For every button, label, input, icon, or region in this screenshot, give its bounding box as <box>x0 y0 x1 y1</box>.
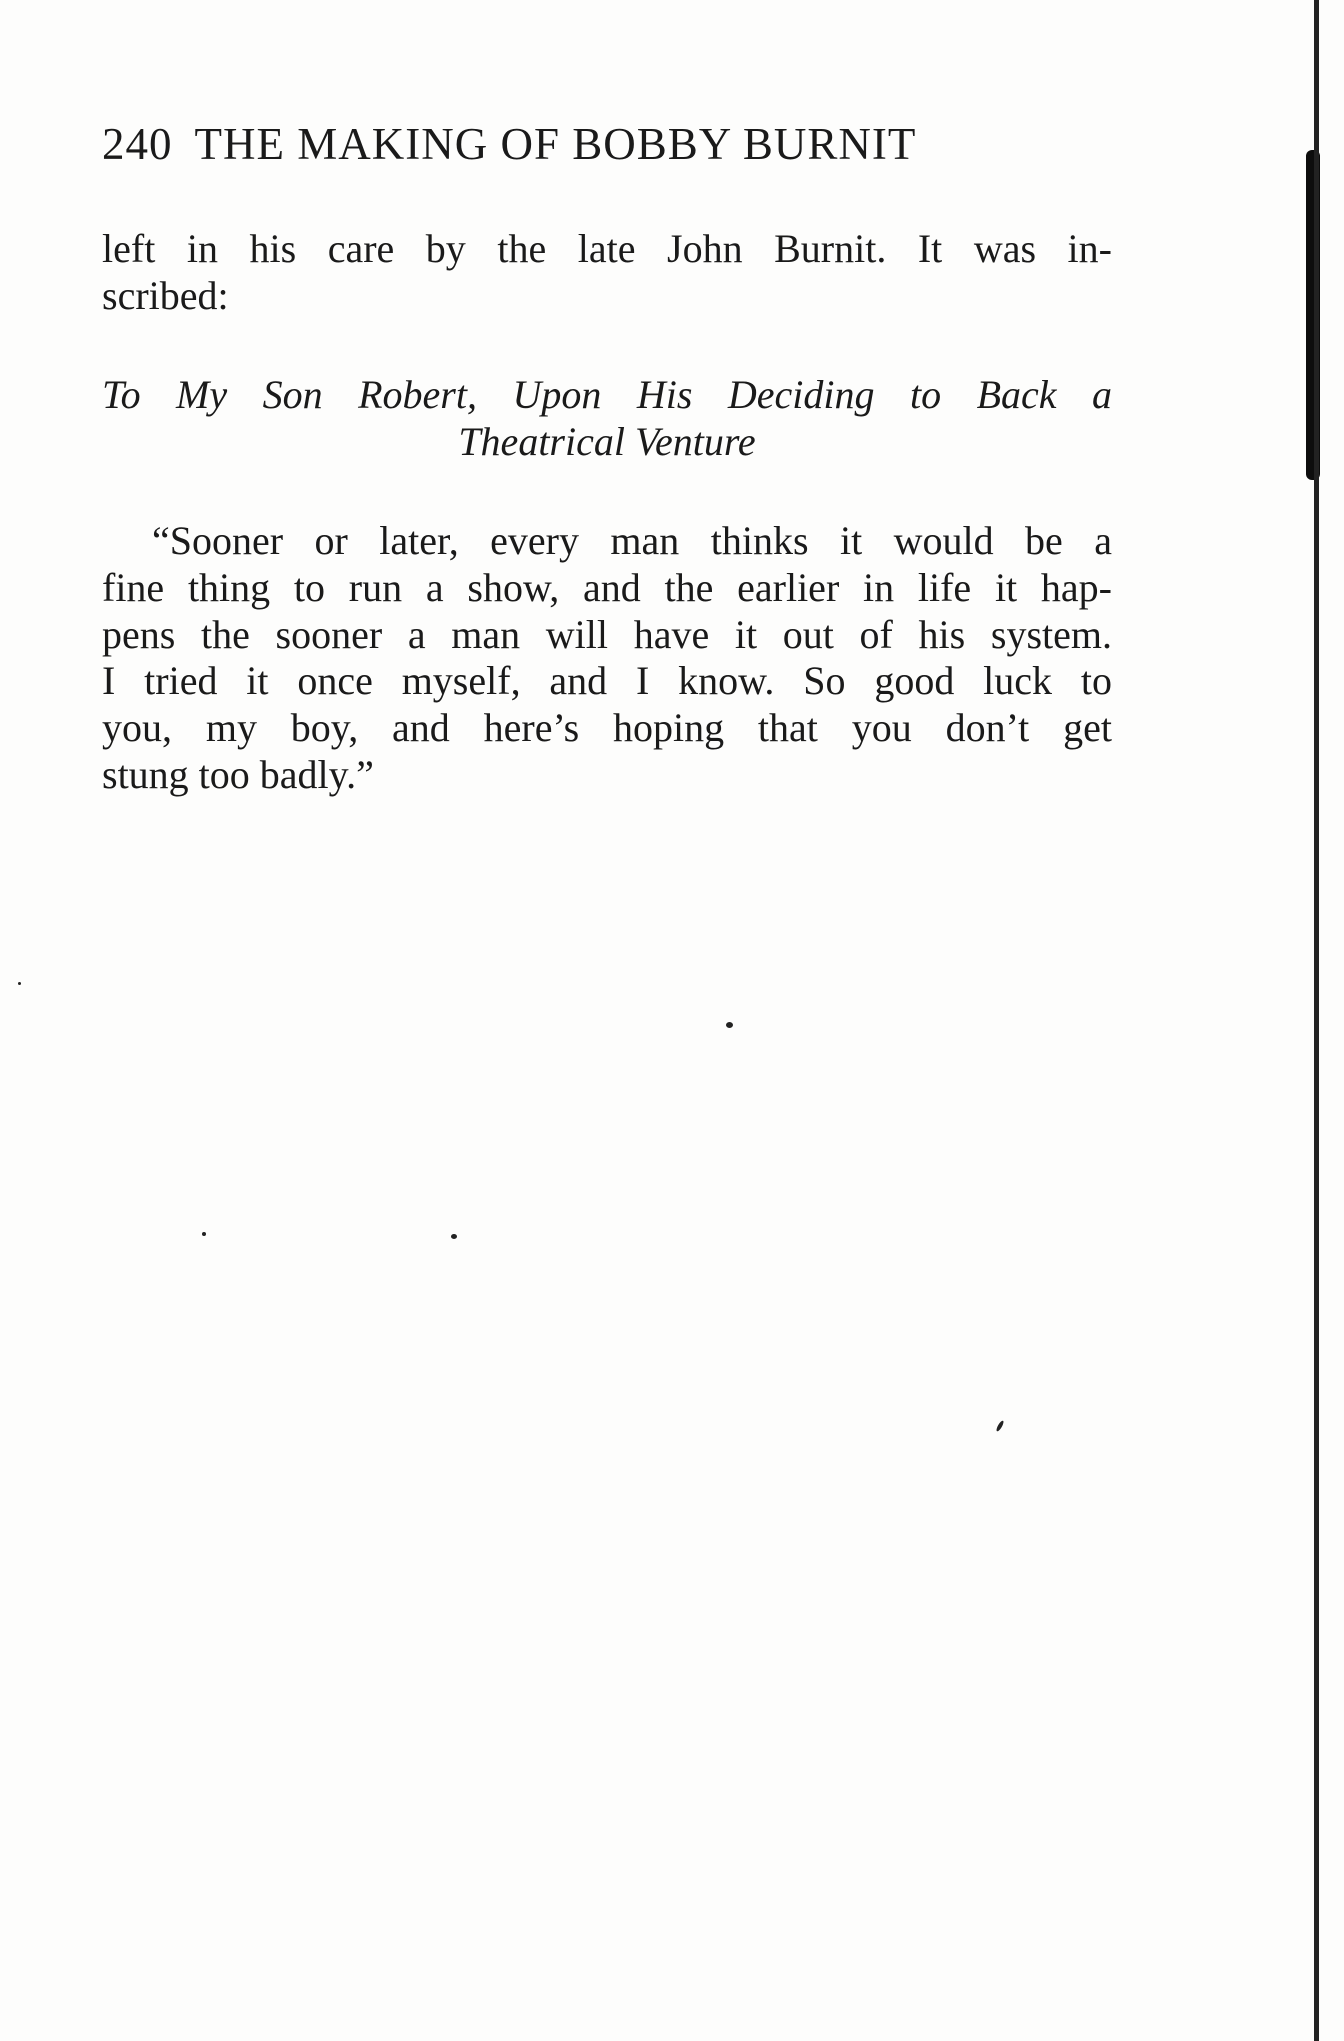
text-line: you, my boy, and here’s hoping that you don’t get <box>102 705 1112 751</box>
quote-paragraph <box>102 518 1112 799</box>
book-gutter-edge <box>1284 0 1344 2041</box>
text-line: I tried it once myself, and I know. So good luck to <box>102 658 1112 704</box>
running-title: THE MAKING OF BOBBY BURNIT <box>194 119 917 169</box>
dedication-heading <box>102 372 1112 466</box>
scan-speck <box>451 1234 457 1239</box>
intro-paragraph <box>102 226 1112 320</box>
scan-speck <box>995 1420 1004 1432</box>
page-number: 240 <box>102 119 173 169</box>
text-line: left in his care by the late John Burnit. It was in- <box>102 226 1112 271</box>
page-edge-line <box>1314 0 1319 2041</box>
text-line: pens the sooner a man will have it out of his system. <box>102 611 1112 657</box>
scan-speck <box>202 1232 206 1236</box>
text-line: “Sooner or later, every man thinks it would be a <box>152 518 1112 563</box>
text-line: scribed: <box>102 272 229 318</box>
dedication-line: To My Son Robert, Upon His Deciding to Back a <box>102 372 1112 417</box>
scan-speck <box>18 982 21 985</box>
dedication-line: Theatrical Venture <box>458 418 756 464</box>
running-header <box>102 118 1112 170</box>
scan-speck <box>726 1022 733 1028</box>
text-line: fine thing to run a show, and the earlier in life it hap- <box>102 564 1112 610</box>
text-line: stung too badly.” <box>102 751 374 797</box>
